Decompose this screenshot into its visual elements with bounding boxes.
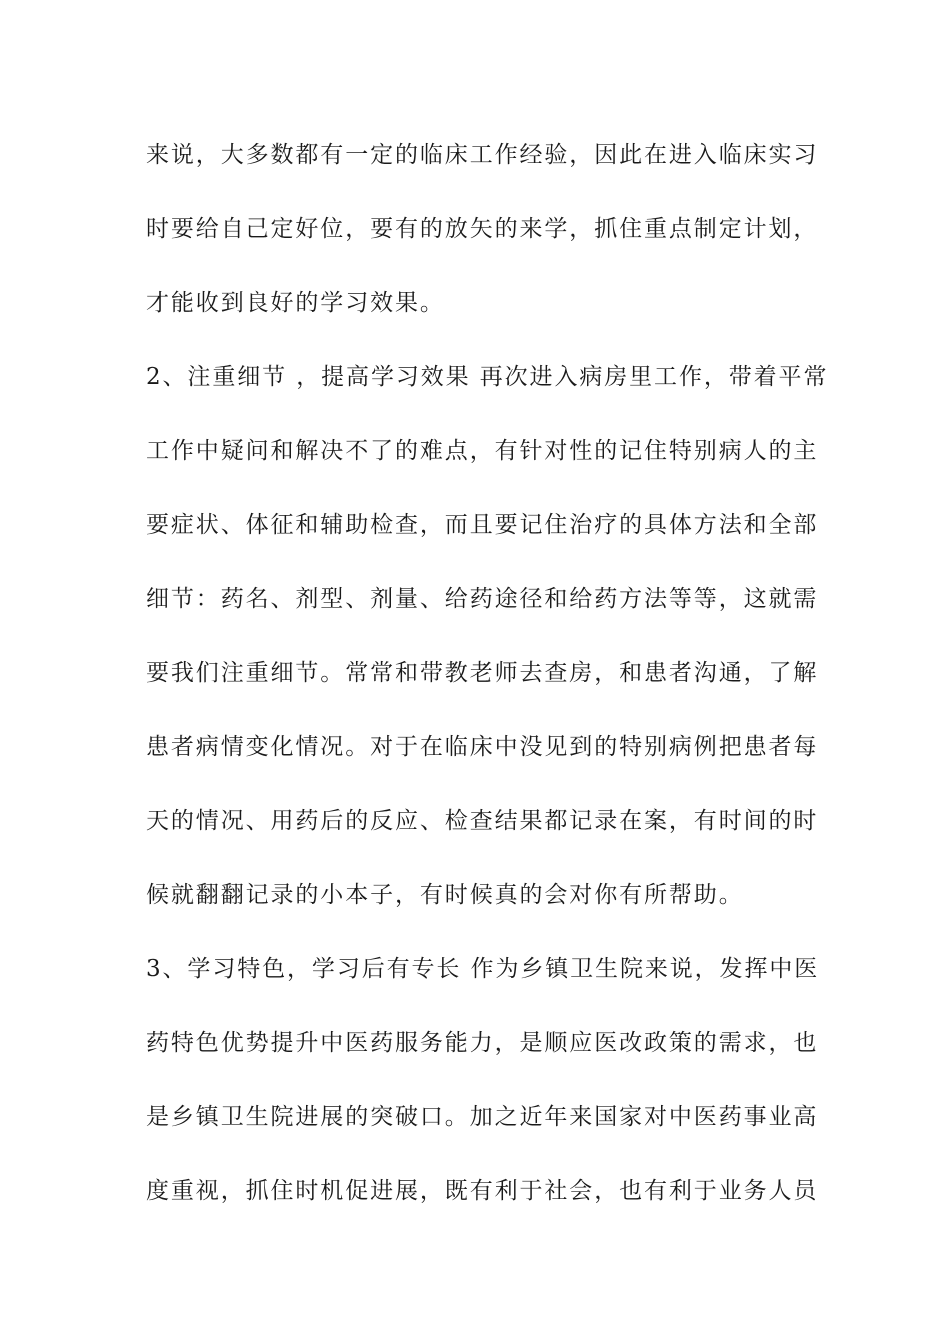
text-line: 时要给自己定好位，要有的放矢的来学，抓住重点制定计划，	[146, 216, 819, 242]
text-line: 才能收到良好的学习效果。	[146, 290, 445, 316]
text-line: 2、注重细节 ，提高学习效果 再次进入病房里工作，带着平常	[146, 364, 829, 390]
text-line: 要我们注重细节。常常和带教老师去查房，和患者沟通，了解	[146, 660, 819, 686]
text-line: 工作中疑问和解决不了的难点，有针对性的记住特别病人的主	[146, 438, 819, 464]
text-line: 天的情况、用药后的反应、检查结果都记录在案，有时间的时	[146, 808, 819, 834]
text-line: 候就翻翻记录的小本子，有时候真的会对你有所帮助。	[146, 882, 744, 908]
text-line: 度重视，抓住时机促进展，既有利于社会，也有利于业务人员	[146, 1178, 819, 1204]
text-line: 患者病情变化情况。对于在临床中没见到的特别病例把患者每	[146, 734, 819, 760]
text-line: 细节：药名、剂型、剂量、给药途径和给药方法等等，这就需	[146, 586, 819, 612]
text-line: 是乡镇卫生院进展的突破口。加之近年来国家对中医药事业高	[146, 1104, 819, 1130]
text-line: 3、学习特色，学习后有专长 作为乡镇卫生院来说，发挥中医	[146, 956, 820, 982]
text-line: 来说，大多数都有一定的临床工作经验，因此在进入临床实习	[146, 142, 819, 168]
text-line: 要症状、体征和辅助检查，而且要记住治疗的具体方法和全部	[146, 512, 819, 538]
text-line: 药特色优势提升中医药服务能力，是顺应医改政策的需求，也	[146, 1030, 819, 1056]
